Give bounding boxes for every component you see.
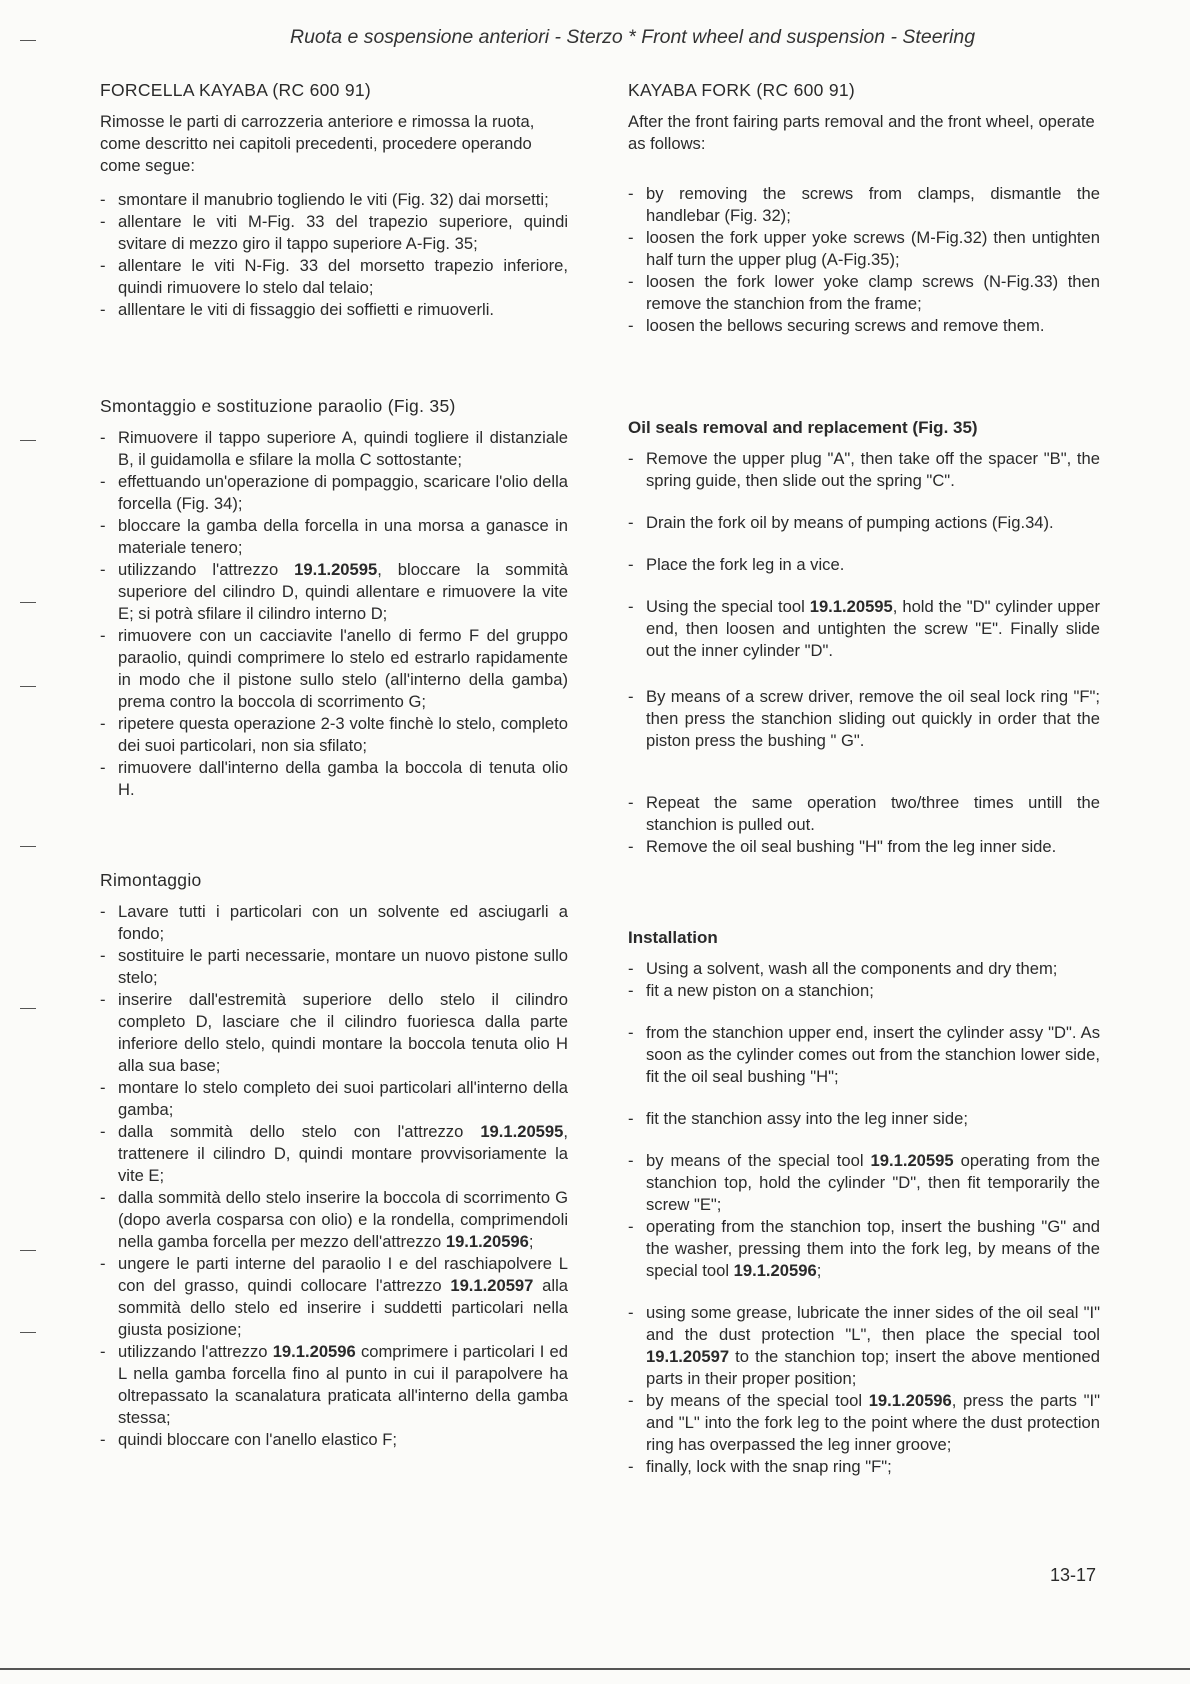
list-item: - fit a new piston on a stanchion; [628, 980, 1100, 1002]
list-item: - Remove the upper plug "A", then take off the spacer "B", the spring guide, then slide out the spring "C". [628, 448, 1100, 492]
it-fork-title: FORCELLA KAYABA (RC 600 91) [100, 80, 372, 100]
list-item: - by means of the special tool 19.1.20595 operating from the stanchion top, hold the cylinder "D", then fit temporarily the screw "E"; [628, 1150, 1100, 1216]
list-item: - Lavare tutti i particolari con un solvente ed asciugarli a fondo; [100, 901, 568, 945]
margin-mark [20, 1250, 36, 1251]
en-installation-list [628, 958, 1100, 1478]
margin-mark [20, 40, 36, 41]
english-column [628, 0, 1100, 1684]
list-item: - Drain the fork oil by means of pumping actions (Fig.34). [628, 512, 1100, 534]
it-fork-section [100, 80, 568, 321]
en-seal-section [628, 418, 1100, 858]
en-fork-list [628, 183, 1100, 337]
list-item: - loosen the fork upper yoke screws (M-Fig.32) then untighten half turn the upper plug (A-Fig.35); [628, 227, 1100, 271]
list-item: - dalla sommità dello stelo inserire la boccola di scorrimento G (dopo averla cosparsa con olio) e la rondella, comprimendoli nella gamba forcella per mezzo dell'attrezzo 19.1.20596; [100, 1187, 568, 1253]
it-reassembly-title: Rimontaggio [100, 870, 202, 890]
page-header: Ruota e sospensione anteriori - Sterzo * Front wheel and suspension - Steering [290, 26, 976, 48]
it-fork-list [100, 189, 568, 321]
it-fork-intro: Rimosse le parti di carrozzeria anteriore e rimossa la ruota, come descritto nei capitoli precedenti, procedere operando come segue: [100, 112, 535, 175]
en-seal-title: Oil seals removal and replacement (Fig. 35) [628, 418, 978, 437]
italian-column [100, 0, 568, 1684]
list-item: - montare lo stelo completo dei suoi particolari all'interno della gamba; [100, 1077, 568, 1121]
list-item: - loosen the fork lower yoke clamp screws (N-Fig.33) then remove the stanchion from the frame; [628, 271, 1100, 315]
list-item: - Rimuovere il tappo superiore A, quindi togliere il distanziale B, il guidamolla e sfilare la molla C sottostante; [100, 427, 568, 471]
list-item: - ungere le parti interne del paraolio I e del raschiapolvere L con del grasso, quindi collocare l'attrezzo 19.1.20597 alla sommità dello stelo ed inserire i suddetti particolari nella giusta posizione; [100, 1253, 568, 1341]
list-item: - inserire dall'estremità superiore dello stelo il cilindro completo D, lasciare che il cilindro fuoriesca dalla parte inferiore dello stelo, quindi montare la boccola tenuta olio H alla sua base; [100, 989, 568, 1077]
list-item: - bloccare la gamba della forcella in una morsa a ganasce in materiale tenero; [100, 515, 568, 559]
list-item: - finally, lock with the snap ring "F"; [628, 1456, 1100, 1478]
list-item: - Place the fork leg in a vice. [628, 554, 1100, 576]
margin-mark [20, 1008, 36, 1009]
list-item: - dalla sommità dello stelo con l'attrezzo 19.1.20595, trattenere il cilindro D, quindi montare provvisoriamente la vite E; [100, 1121, 568, 1187]
list-item: - Using the special tool 19.1.20595, hold the "D" cylinder upper end, then loosen and untighten the screw "E". Finally slide out the inner cylinder "D". [628, 596, 1100, 662]
list-item: - allentare le viti M-Fig. 33 del trapezio superiore, quindi svitare di mezzo giro il tappo superiore A-Fig. 35; [100, 211, 568, 255]
en-fork-intro: After the front fairing parts removal and the front wheel, operate as follows: [628, 112, 1095, 153]
list-item: - operating from the stanchion top, insert the bushing "G" and the washer, pressing them into the fork leg, by means of the special tool 19.1.20596; [628, 1216, 1100, 1282]
list-item: - Repeat the same operation two/three times untill the stanchion is pulled out. [628, 792, 1100, 836]
en-fork-title: KAYABA FORK (RC 600 91) [628, 80, 856, 100]
margin-mark [20, 1332, 36, 1333]
list-item: - utilizzando l'attrezzo 19.1.20595, bloccare la sommità superiore del cilindro D, quindi allentare e rimuovere la vite E; si potrà sfilare il cilindro interno D; [100, 559, 568, 625]
list-item: - by removing the screws from clamps, dismantle the handlebar (Fig. 32); [628, 183, 1100, 227]
list-item: - ripetere questa operazione 2-3 volte finchè lo stelo, completo dei suoi particolari, non sia sfilato; [100, 713, 568, 757]
en-fork-section [628, 80, 1100, 337]
page-number: 13-17 [1050, 1565, 1097, 1585]
list-item: - utilizzando l'attrezzo 19.1.20596 comprimere i particolari I ed L nella gamba forcella fino al punto in cui il parapolvere ha oltrepassato la scanalatura praticata all'interno della gamba stessa; [100, 1341, 568, 1429]
list-item: - smontare il manubrio togliendo le viti (Fig. 32) dai morsetti; [100, 189, 568, 211]
it-seal-section [100, 396, 568, 801]
margin-mark [20, 440, 36, 441]
it-reassembly-section [100, 870, 568, 1451]
it-seal-title: Smontaggio e sostituzione paraolio (Fig. 35) [100, 396, 456, 416]
margin-mark [20, 602, 36, 603]
bottom-rule [0, 1668, 1190, 1670]
list-item: - By means of a screw driver, remove the oil seal lock ring "F"; then press the stanchion sliding out quickly in order that the piston press the bushing " G". [628, 686, 1100, 752]
en-installation-title: Installation [628, 928, 718, 947]
it-seal-list [100, 427, 568, 801]
list-item: - by means of the special tool 19.1.20596, press the parts "I" and "L" into the fork leg to the point where the dust protection ring has overpassed the leg inner groove; [628, 1390, 1100, 1456]
list-item: - loosen the bellows securing screws and remove them. [628, 315, 1100, 337]
en-seal-list [628, 448, 1100, 858]
list-item: - sostituire le parti necessarie, montare un nuovo pistone sullo stelo; [100, 945, 568, 989]
list-item: - alllentare le viti di fissaggio dei soffietti e rimuoverli. [100, 299, 568, 321]
list-item: - Remove the oil seal bushing "H" from the leg inner side. [628, 836, 1100, 858]
list-item: - rimuovere con un cacciavite l'anello di fermo F del gruppo paraolio, quindi comprimere lo stelo ed estrarlo rapidamente in modo che il pistone sullo stelo (all'interno della gamba) prema contro la boccola di scorrimento G; [100, 625, 568, 713]
margin-mark [20, 686, 36, 687]
list-item: - quindi bloccare con l'anello elastico F; [100, 1429, 568, 1451]
list-item: - using some grease, lubricate the inner sides of the oil seal "I" and the dust protection "L", then place the special tool 19.1.20597 to the stanchion top; insert the above mentioned parts in their proper position; [628, 1302, 1100, 1390]
list-item: - from the stanchion upper end, insert the cylinder assy "D". As soon as the cylinder comes out from the stanchion lower side, fit the oil seal bushing "H"; [628, 1022, 1100, 1088]
list-item: - Using a solvent, wash all the components and dry them; [628, 958, 1100, 980]
list-item: - fit the stanchion assy into the leg inner side; [628, 1108, 1100, 1130]
list-item: - effettuando un'operazione di pompaggio, scaricare l'olio della forcella (Fig. 34); [100, 471, 568, 515]
en-installation-section [628, 928, 1100, 1478]
it-reassembly-list [100, 901, 568, 1451]
list-item: - allentare le viti N-Fig. 33 del morsetto trapezio inferiore, quindi rimuovere lo stelo dal telaio; [100, 255, 568, 299]
list-item: - rimuovere dall'interno della gamba la boccola di tenuta olio H. [100, 757, 568, 801]
margin-mark [20, 846, 36, 847]
